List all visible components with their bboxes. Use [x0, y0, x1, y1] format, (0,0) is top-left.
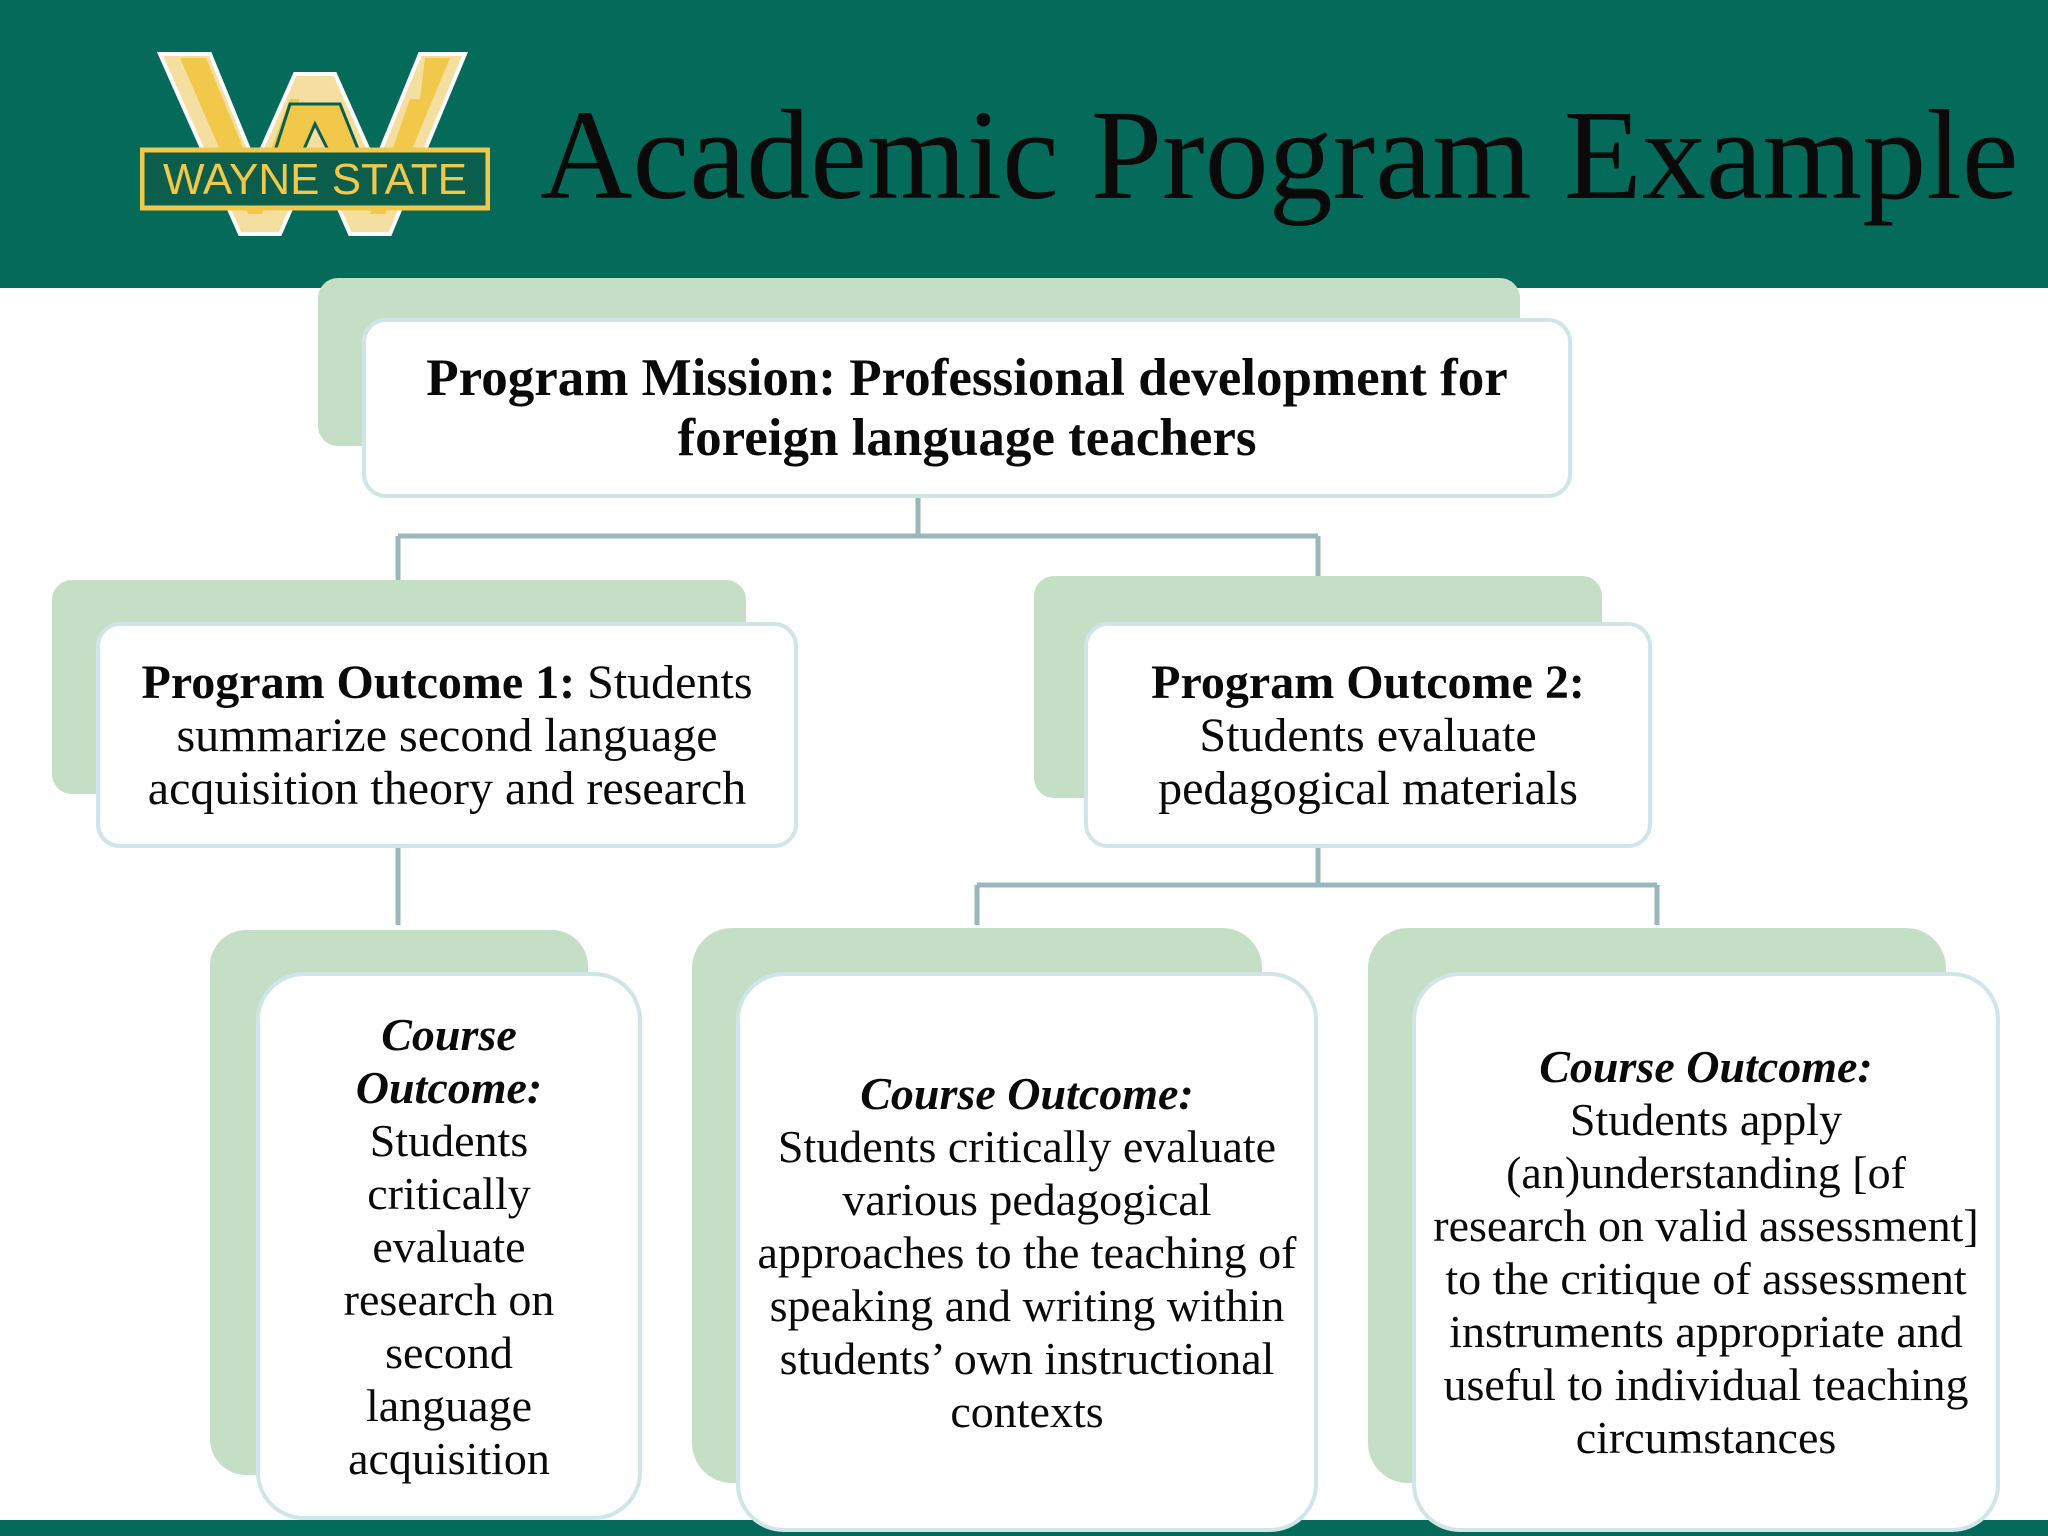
- program-outcome-1-box: [96, 622, 798, 848]
- program-outcome-1-label: Program Outcome 1:: [141, 655, 576, 709]
- course-outcome-1-box: [256, 972, 642, 1520]
- program-outcome-2-label: Program Outcome 2:: [1151, 655, 1585, 709]
- course-outcome-2-label: Course Outcome:: [860, 1067, 1194, 1119]
- mission-text: Program Mission: Professional development for foreign language teachers: [426, 349, 1508, 467]
- course-outcome-1-text: Students critically evaluate research on second language acquisition: [343, 1114, 555, 1484]
- program-outcome-1-text: Students summarize second language acquisition theory and research: [147, 655, 753, 815]
- course-outcome-3-label: Course Outcome:: [1539, 1041, 1873, 1092]
- mission-box: [362, 318, 1572, 498]
- program-outcome-2-box: [1084, 622, 1652, 848]
- course-outcome-2-box: [736, 972, 1318, 1532]
- logo-wordmark: WAYNE STATE: [163, 155, 467, 204]
- program-outcome-2-text: Students evaluate pedagogical materials: [1158, 708, 1578, 815]
- course-outcome-3-box: [1412, 972, 2000, 1532]
- course-outcome-3-text: Students apply (an)understanding [of research on valid assessment] to the critique of assessment instruments appropriate and useful to individual teaching circumstances: [1433, 1094, 1979, 1463]
- wayne-state-logo: [140, 44, 490, 254]
- slide-title: Academic Program Example: [540, 84, 2019, 226]
- course-outcome-1-label: Course Outcome:: [355, 1008, 543, 1113]
- course-outcome-2-text: Students critically evaluate various pedagogical approaches to the teaching of speaking and writing within students’ own instructional contexts: [757, 1120, 1297, 1437]
